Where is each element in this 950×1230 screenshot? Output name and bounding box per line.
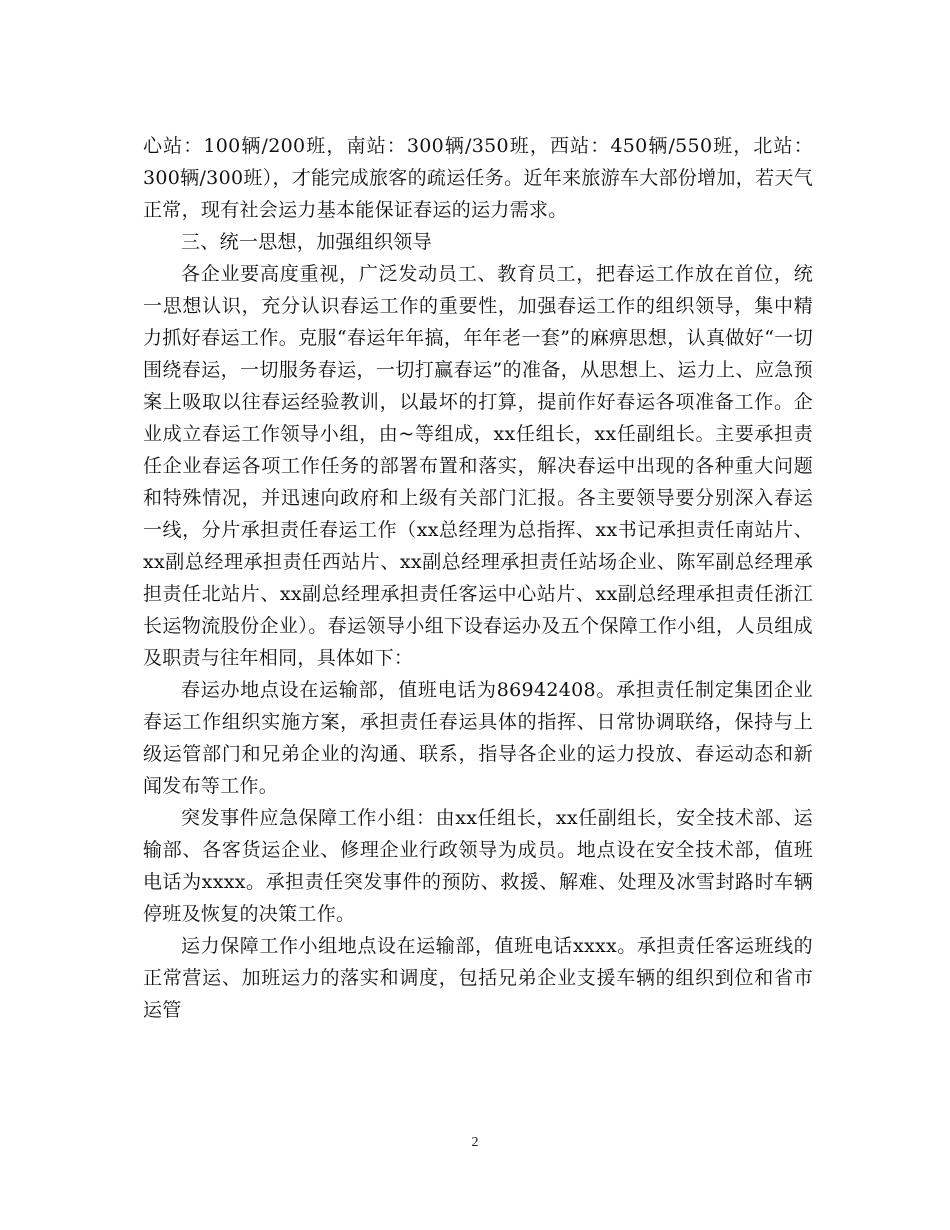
paragraph-leadership: 各企业要高度重视，广泛发动员工、教育员工，把春运工作放在首位，统一思想认识，充分认识春运工作的重要性，加强春运工作的组织领导，集中精力抓好春运工作。克服“春运年年搞，年年老一套”的麻痹思想，认真做好“一切围绕春运，一切服务春运，一切打赢春运”的准备，从思想上、运力上、应急预案上吸取以往春运经验教训，以最坏的打算，提前作好春运各项准备工作。企业成立春运工作领导小组，由~等组成，xx任组长，xx任副组长。主要承担责任企业春运各项工作任务的部署布置和落实，解决春运中出现的各种重大问题和特殊情况，并迅速向政府和上级有关部门汇报。各主要领导要分别深入春运一线，分片承担责任春运工作（xx总经理为总指挥、xx书记承担责任南站片、xx副总经理承担责任西站片、xx副总经理承担责任站场企业、陈军副总经理承担责任北站片、xx副总经理承担责任客运中心站片、xx副总经理承担责任浙江长运物流股份企业）。春运领导小组下设春运办及五个保障工作小组，人员组成及职责与往年相同，具体如下： (143, 263, 813, 669)
paragraph-capacity-group: 运力保障工作小组地点设在运输部，值班电话xxxx。承担责任客运班线的正常营运、加班运力的落实和调度，包括兄弟企业支援车辆的组织到位和省市运管 (143, 935, 813, 1021)
paragraph-station-capacity: 心站：100辆/200班，南站：300辆/350班，西站：450辆/550班，北站：300辆/300班），才能完成旅客的疏运任务。近年来旅游车大部份增加，若天气正常，现有社会运力基本能保证春运的运力需求。 (143, 135, 813, 221)
paragraph-emergency-group: 突发事件应急保障工作小组：由xx任组长，xx任副组长，安全技术部、运输部、各客货运企业、修理企业行政领导为成员。地点设在安全技术部，值班电话为xxxx。承担责任突发事件的预防、救援、解难、处理及冰雪封路时车辆停班及恢复的决策工作。 (143, 807, 813, 925)
section-heading-unify-thinking: 三、统一思想，加强组织领导 (181, 231, 432, 253)
document-body (143, 130, 813, 1026)
paragraph-spring-transport-office: 春运办地点设在运输部，值班电话为86942408。承担责任制定集团企业春运工作组织实施方案，承担责任春运具体的指挥、日常协调联络，保持与上级运管部门和兄弟企业的沟通、联系，指导各企业的运力投放、春运动态和新闻发布等工作。 (143, 679, 813, 797)
page-number: 2 (471, 1135, 479, 1150)
